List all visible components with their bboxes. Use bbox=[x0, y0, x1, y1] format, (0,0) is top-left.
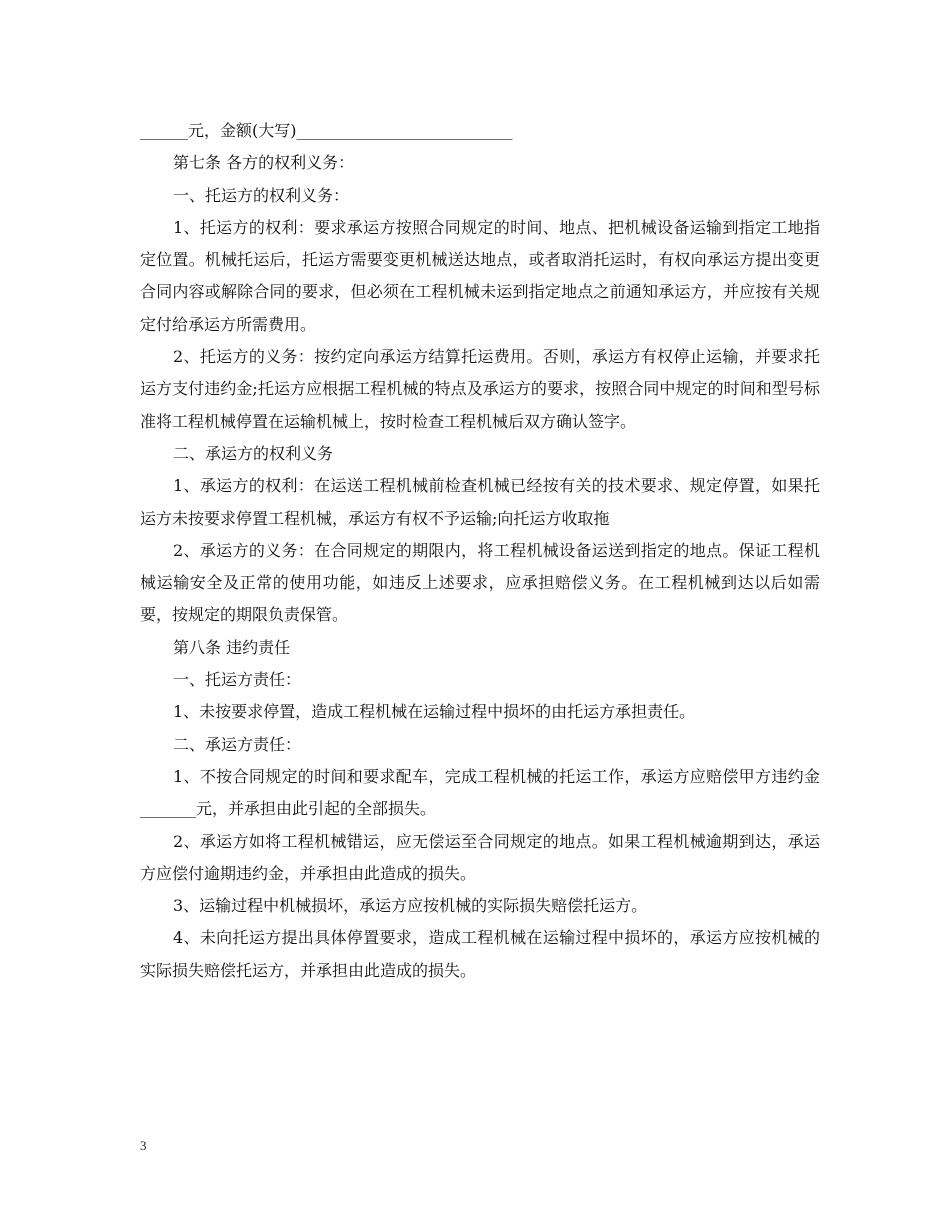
article-7-heading: 第七条 各方的权利义务： bbox=[173, 153, 355, 173]
document-body bbox=[140, 115, 820, 987]
paragraph-carrier-liability-3: 3、运输过程中机械损坏，承运方应按机械的实际损失赔偿托运方。 bbox=[173, 896, 648, 916]
paragraph-carrier-liability-1: 1、不按合同规定的时间和要求配车，完成工程机械的托运工作，承运方应赔偿甲方违约金_______元，并承担由此引起的全部损失。 bbox=[140, 766, 820, 819]
paragraph-carrier-rights: 1、承运方的权利：在运送工程机械前检查机械已经按有关的技术要求、规定停置，如果托运方未按要求停置工程机械，承运方有权不予运输;向托运方收取拖 bbox=[140, 476, 820, 528]
page-number: 3 bbox=[140, 1138, 147, 1153]
paragraph-shipper-obligations: 2、托运方的义务：按约定向承运方结算托运费用。否则，承运方有权停止运输，并要求托运方支付违约金;托运方应根据工程机械的特点及承运方的要求，按照合同中规定的时间和型号标准将工程机械停置在运输机械上，按时检查工程机械后双方确认签字。 bbox=[140, 347, 820, 431]
paragraph-carrier-liability-4: 4、未向托运方提出具体停置要求，造成工程机械在运输过程中损坏的，承运方应按机械的实际损失赔偿托运方，并承担由此造成的损失。 bbox=[140, 928, 820, 980]
section-shipper-heading: 一、托运方的权利义务： bbox=[173, 185, 350, 205]
paragraph-1: ______元，金额(大写)___________________________ bbox=[140, 121, 513, 140]
paragraph-shipper-liability-1: 1、未按要求停置，造成工程机械在运输过程中损坏的由托运方承担责任。 bbox=[173, 702, 696, 722]
section-carrier-liability-heading: 二、承运方责任： bbox=[173, 734, 302, 754]
paragraph-carrier-liability-2: 2、承运方如将工程机械错运，应无偿运至合同规定的地点。如果工程机械逾期到达，承运方应偿付逾期违约金，并承担由此造成的损失。 bbox=[140, 831, 820, 883]
section-carrier-heading: 二、承运方的权利义务 bbox=[173, 443, 334, 463]
section-shipper-liability-heading: 一、托运方责任： bbox=[173, 670, 302, 690]
paragraph-shipper-rights: 1、托运方的权利：要求承运方按照合同规定的时间、地点、把机械设备运输到指定工地指定位置。机械托运后，托运方需要变更机械送达地点，或者取消托运时，有权向承运方提出变更合同内容或解除合同的要求，但必须在工程机械未运到指定地点之前通知承运方，并应按有关规定付给承运方所需费用。 bbox=[140, 217, 820, 334]
paragraph-carrier-obligations: 2、承运方的义务：在合同规定的期限内，将工程机械设备运送到指定的地点。保证工程机械运输安全及正常的使用功能，如违反上述要求，应承担赔偿义务。在工程机械到达以后如需要，按规定的期限负责保管。 bbox=[140, 540, 820, 625]
article-8-heading: 第八条 违约责任 bbox=[173, 637, 291, 657]
